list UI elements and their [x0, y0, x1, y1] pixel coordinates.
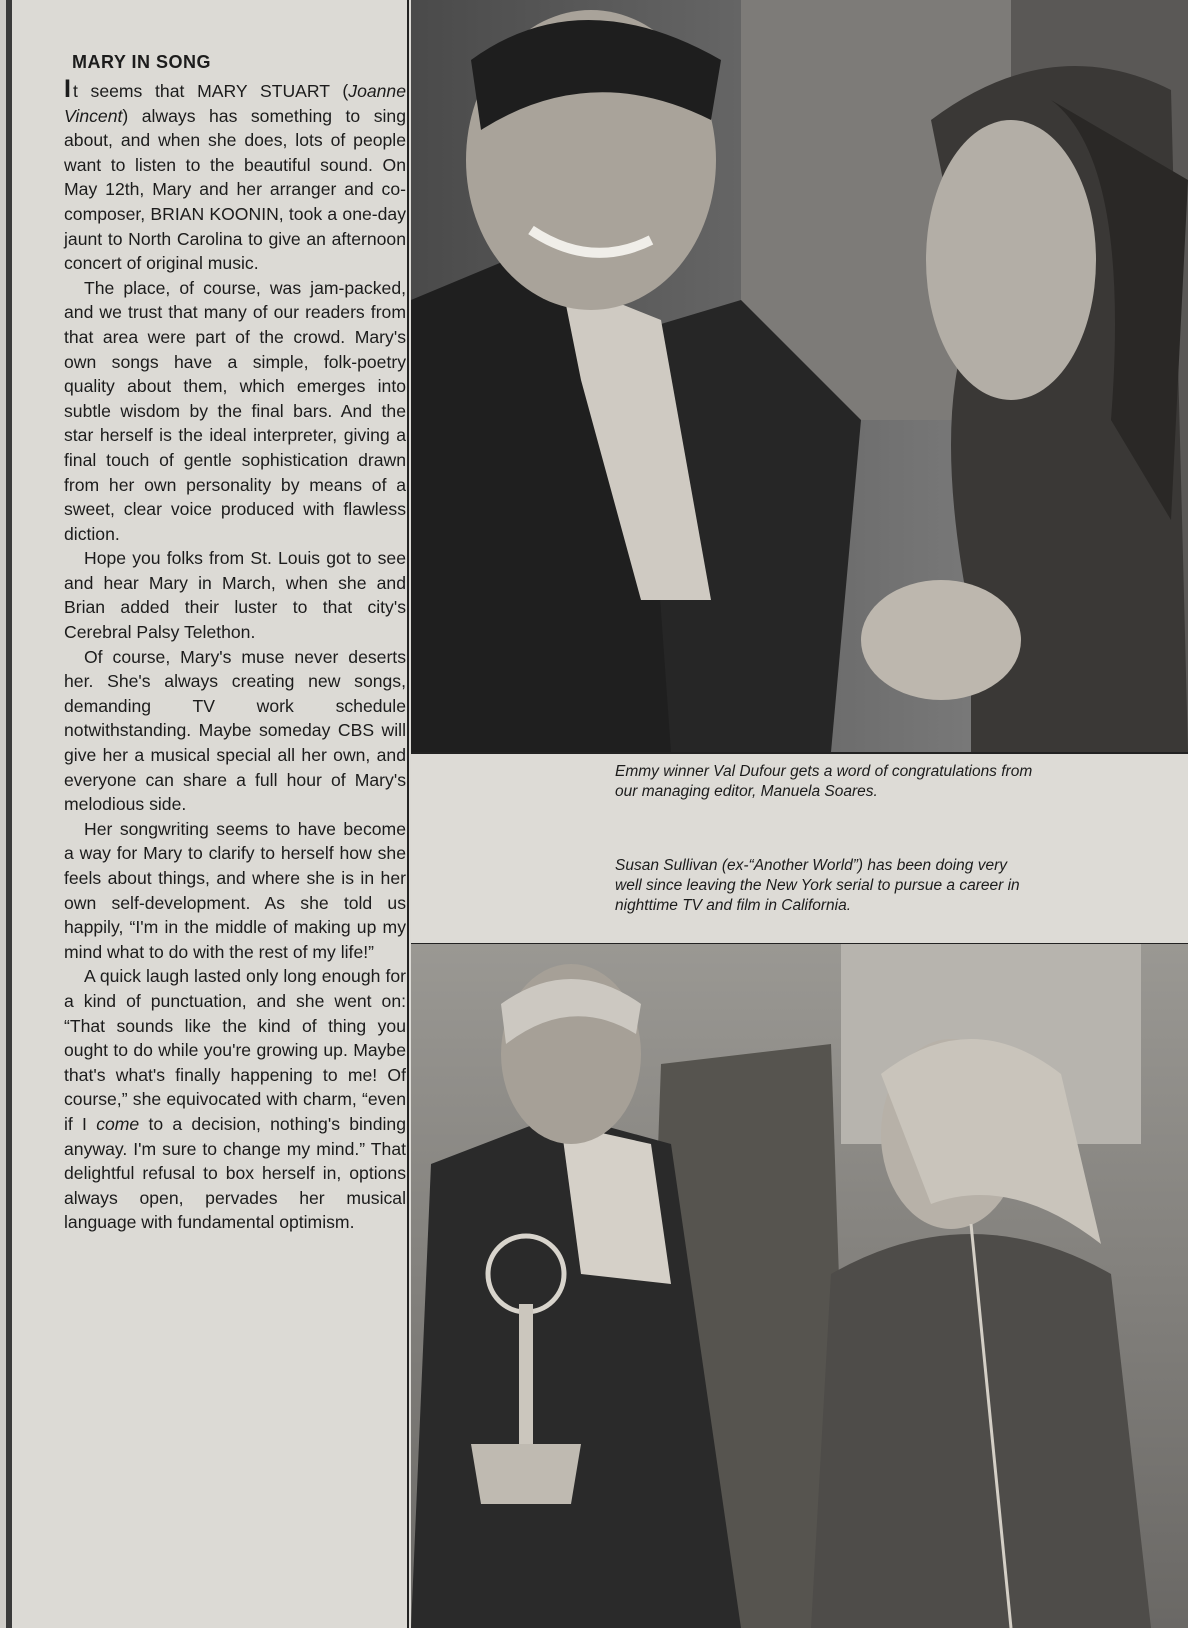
article-headline: MARY IN SONG: [72, 52, 212, 72]
caption-area: [411, 752, 1188, 944]
caption-top-photo: Emmy winner Val Dufour gets a word of congratulations from our managing editor, Manuela Soares.: [615, 763, 1033, 800]
caption-bottom-photo: Susan Sullivan (ex-“Another World”) has been doing very well since leaving the New York serial to pursue a career in nighttime TV and film in California.: [615, 857, 1020, 914]
photo-val-dufour-and-editor: [411, 0, 1188, 752]
paragraph-2: The place, of course, was jam-packed, and we trust that many of our readers from that area were part of the crowd. Mary's own songs have a simple, folk-poetry quality about them, which emerges into subtle wisdom by the final bars. And the star herself is the ideal interpreter, giving a final touch of gentle sophistication drawn from her own personality by means of a sweet, clear voice produced with flawless diction.: [64, 277, 406, 544]
paragraph-3: Hope you folks from St. Louis got to see and hear Mary in March, when she and Brian added their luster to that city's Cerebral Palsy Telethon.: [64, 548, 406, 643]
page-edge-shadow: [6, 0, 12, 1628]
paragraph-5: Her songwriting seems to have become a way for Mary to clarify to herself how she feels about things, and where she is in her own self-development. As she told us happily, “I'm in the middle of making up my mind what to do with the rest of my life!”: [64, 818, 406, 962]
photo-val-dufour-and-susan-sullivan: [411, 944, 1188, 1628]
photo-top-image: [411, 0, 1188, 752]
actress-name-italic: Joanne Vincent: [64, 81, 406, 126]
paragraph-4: Of course, Mary's muse never deserts her. She's always creating new songs, demanding TV work schedule notwithstanding. Maybe someday CBS will give her a musical special all her own, and everyone can share a full hour of Mary's melodious side.: [64, 646, 406, 815]
caption-top-rule: [411, 752, 1188, 754]
paragraph-1: [64, 75, 406, 276]
paragraph-6: [64, 964, 406, 1235]
paragraph-1-text-a: t seems that MARY STUART (: [72, 81, 349, 101]
photo-bottom-image: [411, 944, 1188, 1628]
paragraph-6-text-c: to a decision, nothing's binding anyway. I'm sure to change my mind.” That delightful refusal to box herself in, options always open, pervades her musical language with fundamental optimism.: [64, 1113, 406, 1233]
article-column: [64, 52, 406, 1235]
emphasis-italic: come: [96, 1113, 140, 1134]
column-divider: [407, 0, 409, 1628]
paragraph-1-text-c: ) always has something to sing about, and when she does, lots of people want to listen to the beautiful sound. On May 12th, Mary and her arranger and co-composer, BRIAN KOONIN, took a one-day jaunt to North Carolina to give an afternoon concert of original music.: [64, 105, 406, 274]
paragraph-6-text-a: A quick laugh lasted only long enough for a kind of punctuation, and she went on: “That sounds like the kind of thing you ought to do while you're growing up. Maybe that's what's finally happening to me! Of course,” she equivocated with charm, “even if I: [64, 966, 406, 1134]
drop-cap: I: [64, 75, 71, 103]
article-body: [64, 75, 406, 1235]
